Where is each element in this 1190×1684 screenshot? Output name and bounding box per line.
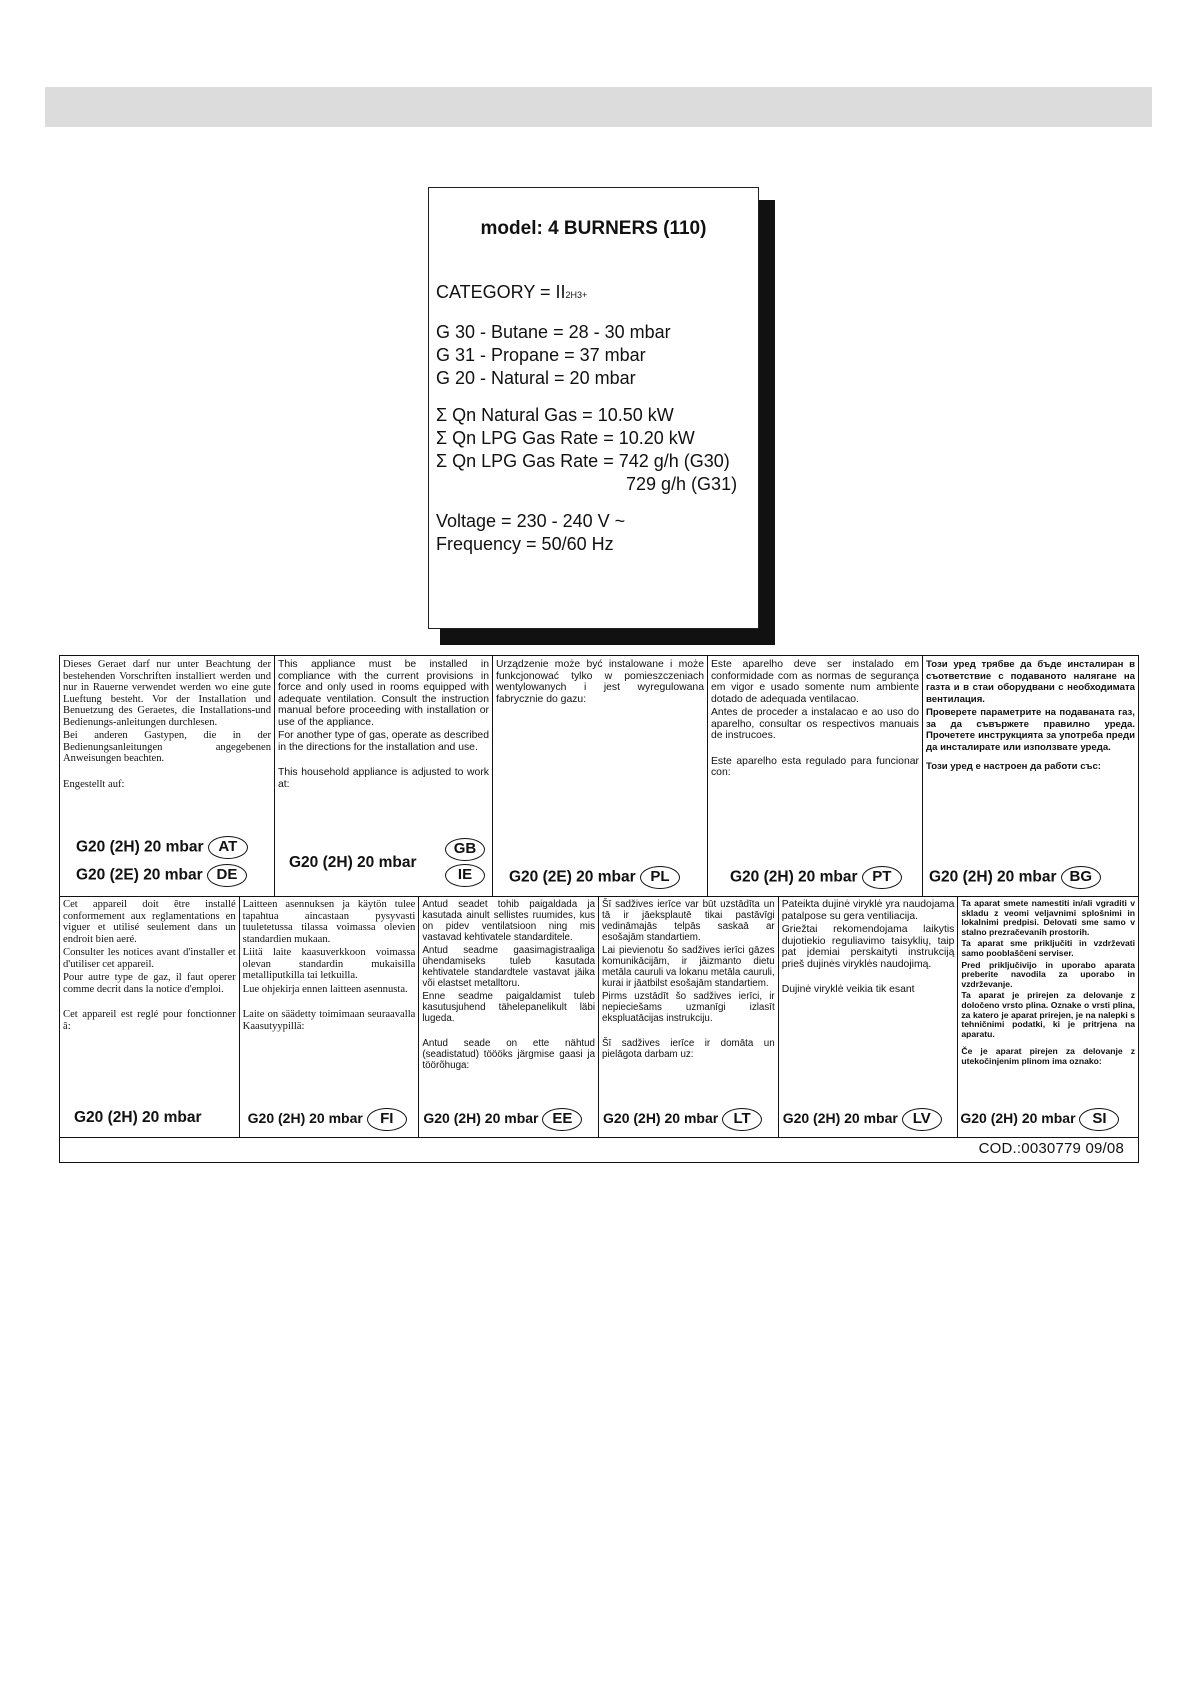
fi-text-2: Liitä laite kaasuverkkoon voimassa olevan standardin mukaisilla metalliputkilla tai letkuilla.	[242, 947, 416, 981]
pt-text-3: Este aparelho esta regulado para funcionar con:	[710, 755, 919, 778]
gas-label: G20 (2H) 20 mbar	[423, 1110, 539, 1127]
de-text-1: Dieses Geraet darf nur unter Beachtung der bestehenden Vorschriften installiert werden und nur in Rauerne verwendet werden wo eine gute Luеftung besteht. Vor der Installation und Benuetzung des Geraetes, die Installations-und Bedienungs-anleitungen durchlesen.	[63, 659, 271, 728]
document-code: COD.:0030779 09/08	[978, 1140, 1124, 1157]
fi-text-4: Laite on säädetty toimimaan seuraavalla Kaasutyypillä:	[242, 1009, 416, 1032]
cell-lv	[779, 896, 959, 1137]
country-badge-pt: PT	[862, 866, 902, 889]
cell-text	[278, 659, 489, 792]
cell-de-at	[60, 656, 275, 896]
bg-text-3: Този уред е настроен да работи със:	[925, 761, 1101, 772]
bg-text-2: Проверете параметрите на подаваната газ, за да съвържете правилно уреда. Прочетете инструкцията за употреба преди да инсталирате или използвате уреда.	[925, 707, 1135, 753]
category-text: CATEGORY = II	[436, 282, 566, 302]
country-badge-pl: PL	[640, 866, 680, 889]
gas-label: G20 (2H) 20 mbar	[247, 1110, 363, 1127]
rating-plate	[428, 187, 759, 629]
country-gas-table	[59, 655, 1139, 1163]
gas-label: G20 (2H) 20 mbar	[603, 1110, 719, 1127]
si-text-1: Ta aparat smete namestiti in/ali vgraditi v skladu z veomi veljavnimi splošnimi in lokalnimi predpisi. Delovati sme samo v stalno prezračevanih prostorih.	[961, 898, 1136, 937]
country-badge-fi: FI	[367, 1108, 407, 1131]
gb-text-1: This appliance must be installed in compliance with the current provisions in force and only used in rooms equipped with adequate ventilation. Consult the instruction manual before proceeding with installation or use of the appliance.	[278, 659, 489, 728]
ee-text-1: Antud seadet tohib paigaldada ja kasutada ainult sellistes ruumides, kus on pidev ventilatsioon ning mis vastavad kehtivatele standarditele.	[422, 899, 596, 943]
gas-row-lt	[603, 1108, 762, 1131]
cell-lt	[599, 896, 779, 1137]
gas-label: G20 (2H) 20 mbar	[782, 1110, 898, 1127]
de-text-3: Engestellt auf:	[63, 778, 125, 790]
gas-row-de	[76, 864, 247, 887]
plate-qn-lpg-g31: 729 g/h (G31)	[626, 474, 738, 494]
plate-qn-lpg-kw: Σ Qn LPG Gas Rate = 10.20 kW	[436, 428, 695, 448]
table-footer-row	[60, 1137, 1138, 1162]
plate-qn-natural: Σ Qn Natural Gas = 10.50 kW	[436, 405, 674, 425]
country-badge-gb: GB	[445, 838, 485, 861]
gas-row-pt	[730, 866, 902, 889]
country-badge-si: SI	[1079, 1108, 1119, 1131]
gas-row-ee	[423, 1108, 582, 1131]
pl-text-1: Urządzenie może być instalowane i może funkcjonować tylko w pomieszczeniach wentylowanych i jest wyregulowana fabrycznie do gazu:	[495, 659, 704, 705]
cell-text	[602, 899, 775, 1062]
cell-fi	[240, 896, 420, 1137]
plate-voltage: Voltage = 230 - 240 V ~	[436, 511, 626, 531]
cell-gb-ie	[275, 656, 493, 896]
country-badge-de: DE	[207, 864, 247, 887]
country-badge-lt: LT	[722, 1108, 762, 1131]
section-header-bar	[45, 87, 1152, 127]
fr-text-2: Consulter les notices avant d'installer et d'utiliser cet appareil.	[63, 947, 236, 970]
fr-text-4: Cet appareil est reglé pour fonctionner â:	[63, 1009, 236, 1032]
si-text-3: Pred priključivijo in uporabo aparata preberite navodila za uporabo in vzdrževanje.	[961, 959, 1136, 989]
table-row	[60, 656, 1138, 897]
cell-bg	[923, 656, 1138, 896]
plate-model: model: 4 BURNERS (110)	[480, 218, 707, 239]
plate-gas-g31: G 31 - Propane = 37 mbar	[436, 345, 646, 365]
cell-text	[63, 899, 236, 1034]
gas-row-si	[960, 1108, 1119, 1131]
fr-text-1: Cet appareil doit être installé conformement aux reglamentations en viguer et utilisé seulement dans un endroit bien aeré.	[63, 899, 236, 945]
cell-text	[243, 899, 416, 1034]
cell-ee	[419, 896, 599, 1137]
fi-text-1: Laitteen asennuksen ja käytön tulee tapahtua aincastaan pysyvasti tuuletetussa tilassa voimassa olevien standardien mukaan.	[242, 899, 416, 945]
cell-text	[63, 659, 271, 792]
gas-row-at	[76, 836, 248, 859]
si-text-5: Če je aparat pirejen za delovanje z utekočinjenim plinom ima oznako:	[961, 1046, 1136, 1066]
cell-text	[782, 899, 955, 998]
cell-text	[422, 899, 595, 1073]
category-subscript: 2H3+	[565, 290, 588, 300]
gas-label: G20 (2H) 20 mbar	[289, 854, 417, 871]
cell-text	[711, 659, 919, 781]
si-text-2: Ta aparat sme priključiti in vzdrževati samo pooblaščeni serviser.	[961, 938, 1136, 958]
gas-label: G20 (2E) 20 mbar	[76, 866, 203, 884]
cell-text	[926, 659, 1135, 775]
lt-text-3: Pirms uzstādīt šo sadžives ierīci, ir nepieciešams uzmanīgi izlasīt ekspluatācijas instrukciju.	[602, 991, 775, 1024]
cell-pl	[493, 656, 708, 896]
lv-text-1: Pateikta dujinė viryklė yra naudojama patalpose su gera ventiliacija.	[781, 899, 955, 922]
lv-text-3: Dujinė viryklė veikia tik esant	[781, 984, 915, 995]
country-badge-ee: EE	[542, 1108, 582, 1131]
gas-row-fi	[248, 1108, 407, 1131]
ee-text-2: Antud seadme gaasimagistraaliga ühendamiseks tuleb kasutada kehtivatele standardtele vastavat jäika või elastset metalltoru.	[422, 945, 596, 989]
cell-si	[958, 896, 1138, 1137]
gb-text-2: For another type of gas, operate as described in the directions for the installation and use.	[278, 730, 489, 753]
pt-text-2: Antes de proceder a instalacao e ao uso do aparelho, consultar os respectivos manuais de instrucoes.	[710, 707, 919, 741]
lv-text-2: Griežtai rekomendojama laikytis dujotiekio reguliavimo taisyklių, taip pat įdemiai perskaityti instrukciją prieš dujinės viryklės naudojimą.	[781, 924, 955, 970]
fr-text-3: Pour autre type de gaz, il faut operer comme decrit dans la notice d'emploi.	[63, 972, 236, 995]
ee-text-3: Enne seadme paigaldamist tuleb kasutusjuhend tähelepanelikult läbi lugeda.	[422, 991, 596, 1024]
country-badge-bg: BG	[1061, 866, 1101, 889]
plate-frequency: Frequency = 50/60 Hz	[436, 534, 614, 554]
lt-text-4: Šī sadžives ierīce ir domāta un pielāgota darbam uz:	[602, 1038, 775, 1060]
plate-gas-g30: G 30 - Butane = 28 - 30 mbar	[436, 322, 671, 342]
gas-row-pl	[509, 866, 680, 889]
country-badge-lv: LV	[902, 1108, 942, 1131]
plate-qn-lpg-g30: Σ Qn LPG Gas Rate = 742 g/h (G30)	[436, 451, 730, 471]
gas-label: G20 (2H) 20 mbar	[76, 838, 204, 856]
country-badge-ie: IE	[445, 864, 485, 887]
gas-row-lv	[783, 1108, 942, 1131]
ee-text-4: Antud seade on ette nähtud (seadistatud) töööks järgmise gaasi ja töörõhuga:	[422, 1038, 596, 1071]
lt-text-2: Lai pievienotu šo sadžives ierīci gāzes komunikācijām, ir jāizmanto dietu metāla cauruli va lokanu metāla cauruli, kurai ir jāatbilst esošajām standartiem.	[602, 945, 775, 989]
de-text-2: Bei anderen Gastypen, die in der Bedienungsanleitungen angegebenen Anweisungen beachten.	[63, 730, 271, 764]
plate-specs	[436, 281, 737, 556]
cell-text	[496, 659, 704, 707]
cell-pt	[708, 656, 923, 896]
cell-fr	[60, 896, 240, 1137]
plate-category	[436, 281, 737, 307]
fi-text-3: Lue ohjekirja ennen laitteen asennusta.	[242, 983, 408, 995]
pt-text-1: Este aparelho deve ser instalado em conformidade com as normas de segurança em vigor e usado somente num ambiente dotado de adequada ventilacao.	[710, 659, 919, 705]
gas-label: G20 (2H) 20 mbar	[928, 868, 1057, 886]
gas-label: G20 (2H) 20 mbar	[74, 1109, 202, 1126]
gas-label: G20 (2E) 20 mbar	[508, 868, 636, 886]
country-badge-at: AT	[208, 836, 248, 859]
si-text-4: Ta aparat je prirejen za delovanje z določeno vrsto plina. Oznake o vrsti plina, za katero je aparat prirejen, je na nalepki s tehničnimi podatki, ki je pritrjena na aparatu.	[961, 990, 1136, 1039]
table-row	[60, 896, 1138, 1138]
bg-text-1: Този уред трябве да бъде инсталиран в съответствие с подаваното налягане на газта и в стаи оборудвани с необходимата вентилация.	[925, 659, 1135, 705]
gas-label: G20 (2H) 20 mbar	[729, 868, 858, 886]
plate-gas-g20: G 20 - Natural = 20 mbar	[436, 368, 636, 388]
cell-text	[961, 899, 1135, 1069]
gas-row-bg	[929, 866, 1101, 889]
gb-text-3: This household appliance is adjusted to work at:	[278, 767, 489, 790]
lt-text-1: Šī sadžives ierīce var būt uzstādīta un tā ir jāeksplautē tikai pastāvīgi vedināmajās telpās saskaā ar esošajām standartiem.	[602, 899, 775, 943]
gas-label: G20 (2H) 20 mbar	[960, 1110, 1076, 1127]
